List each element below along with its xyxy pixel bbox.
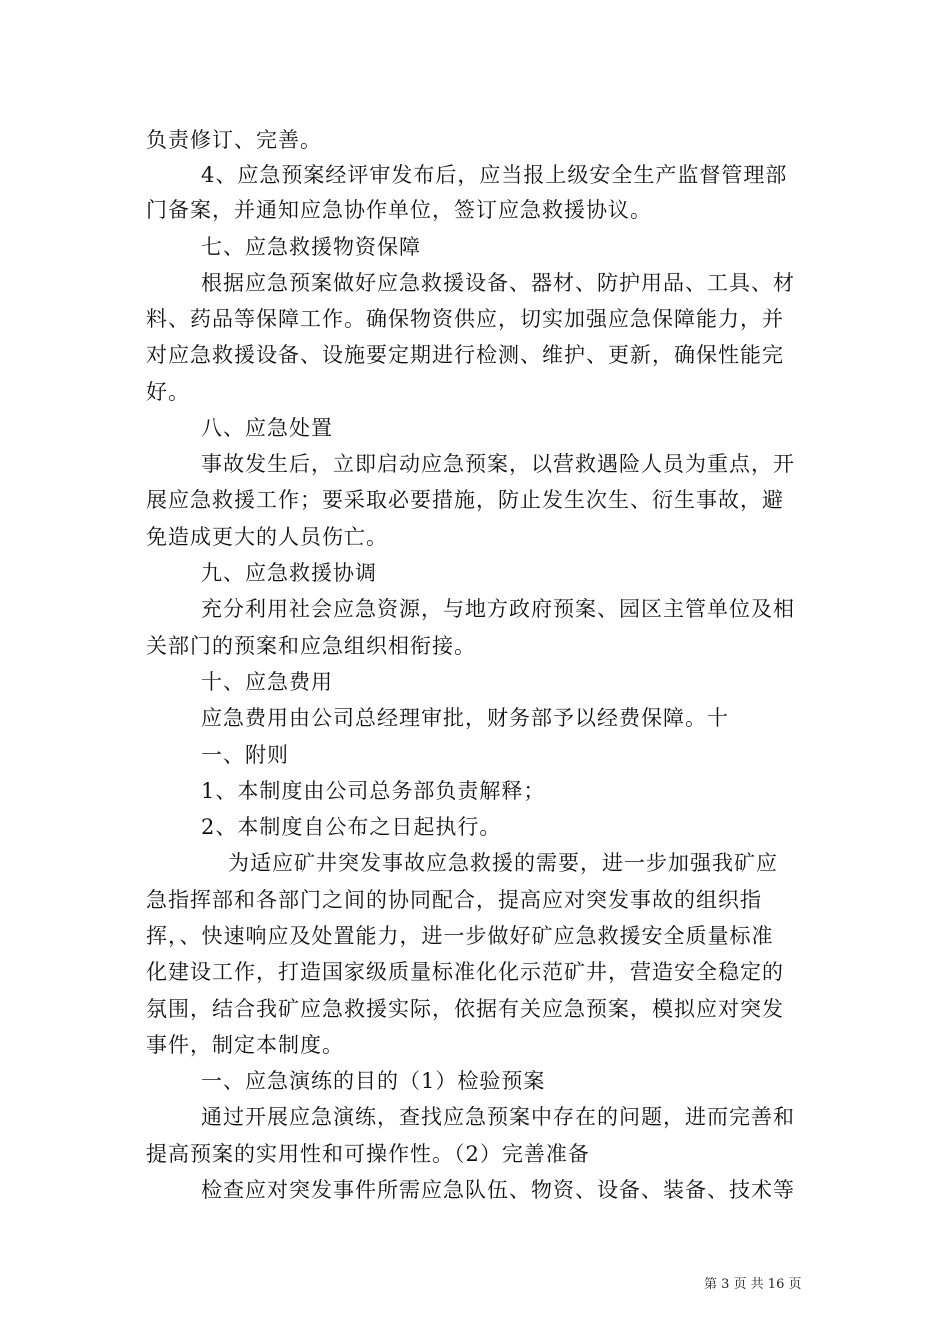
text-line: 充分利用社会应急资源，与地方政府预案、园区主管单位及相 bbox=[201, 597, 795, 621]
text-line: 对应急救援设备、设施要定期进行检测、维护、更新，确保性能完 bbox=[146, 343, 784, 367]
page-number-footer: 第 3 页 共 16 页 bbox=[704, 1277, 802, 1292]
text-line: 检查应对突发事件所需应急队伍、物资、设备、装备、技术等 bbox=[201, 1178, 795, 1202]
text-line: 事件，制定本制度。 bbox=[146, 1033, 344, 1057]
text-line: 门备案，并通知应急协作单位，签订应急救援协议。 bbox=[146, 198, 652, 222]
text-line: 4、应急预案经评审发布后，应当报上级安全生产监督管理部 bbox=[201, 163, 788, 187]
text-line: 事故发生后，立即启动应急预案，以营救遇险人员为重点，开 bbox=[201, 452, 795, 476]
text-line: 氛围，结合我矿应急救援实际，依据有关应急预案，模拟应对突发 bbox=[146, 997, 784, 1021]
text-line: 为适应矿井突发事故应急救援的需要，进一步加强我矿应 bbox=[228, 851, 778, 875]
text-line: 化建设工作，打造国家级质量标准化化示范矿井，营造安全稳定的 bbox=[146, 960, 784, 984]
text-line: 好。 bbox=[146, 380, 190, 404]
text-line: 料、药品等保障工作。确保物资供应，切实加强应急保障能力，并 bbox=[146, 307, 784, 331]
text-line: 1、本制度由公司总务部负责解释； bbox=[201, 779, 546, 803]
text-line: 挥，、快速响应及处置能力，进一步做好矿应急救援安全质量标准 bbox=[146, 924, 774, 948]
section-heading: 十、应急费用 bbox=[201, 670, 333, 694]
text-line: 通过开展应急演练，查找应急预案中存在的问题，进而完善和 bbox=[201, 1105, 795, 1129]
text-line: 应急费用由公司总经理审批，财务部予以经费保障。十 bbox=[201, 706, 729, 730]
section-heading: 一、应急演练的目的（1）检验预案 bbox=[201, 1069, 546, 1093]
text-line: 关部门的预案和应急组织相衔接。 bbox=[146, 634, 476, 658]
section-heading: 八、应急处置 bbox=[201, 416, 333, 440]
section-heading: 七、应急救援物资保障 bbox=[201, 235, 421, 259]
text-line: 展应急救援工作；要采取必要措施，防止发生次生、衍生事故，避 bbox=[146, 488, 784, 512]
text-line: 提高预案的实用性和可操作性。（2）完善准备 bbox=[146, 1142, 590, 1166]
text-line: 负责修订、完善。 bbox=[146, 128, 322, 152]
section-heading: 九、应急救援协调 bbox=[201, 561, 377, 585]
text-line: 2、本制度自公布之日起执行。 bbox=[201, 815, 502, 839]
text-line: 免造成更大的人员伤亡。 bbox=[146, 525, 388, 549]
text-line: 急指挥部和各部门之间的协同配合，提高应对突发事故的组织指 bbox=[146, 888, 762, 912]
section-heading: 一、附则 bbox=[201, 743, 289, 767]
text-line: 根据应急预案做好应急救援设备、器材、防护用品、工具、材 bbox=[201, 271, 795, 295]
